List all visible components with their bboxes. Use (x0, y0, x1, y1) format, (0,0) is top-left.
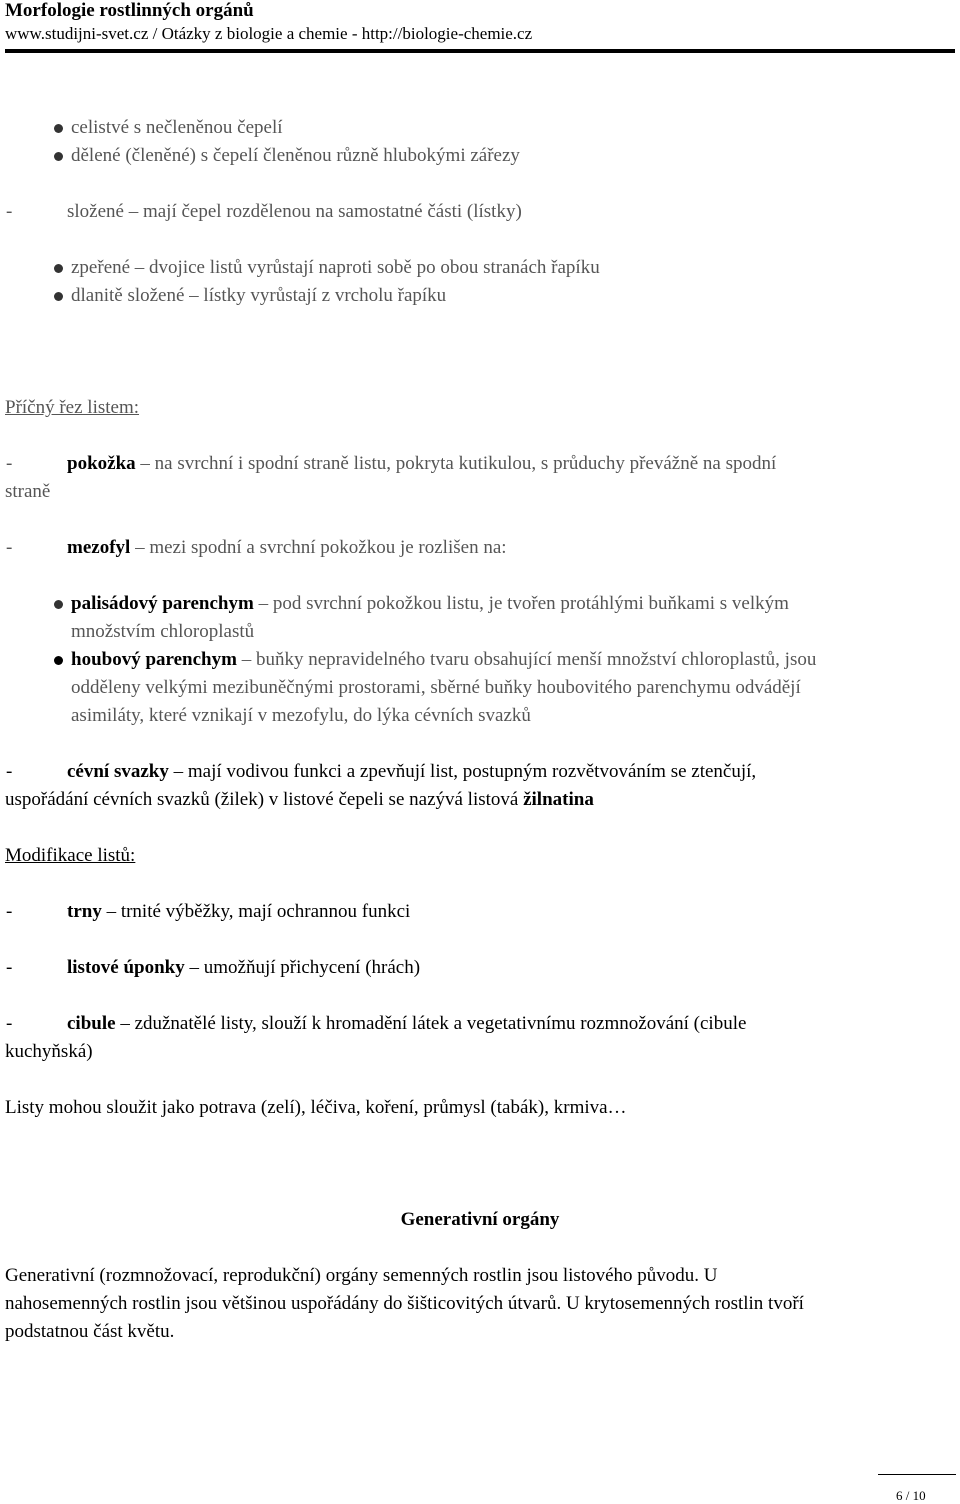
term-mezofyl: mezofyl (67, 537, 131, 558)
cevni-svazky-text: – mají vodivou funkci a zpevňují list, postupným rozvětvováním se ztenčují, (168, 761, 757, 782)
section-heading-pricny-rez: Příčný řez listem: (5, 397, 140, 418)
list-item-houbovy (71, 646, 816, 674)
dash-marker: - (6, 1013, 13, 1034)
dash-marker: - (6, 957, 13, 978)
term-trny: trny (67, 901, 102, 922)
term-palisadovy: palisádový parenchym (71, 593, 254, 614)
list-item-celistve: celistvé s nečleněnou čepelí (71, 117, 283, 138)
bullet-icon (54, 152, 63, 161)
cibule-continuation: kuchyňská) (5, 1041, 93, 1062)
term-pokozka: pokožka (67, 453, 136, 474)
trny-text: – trnité výběžky, mají ochrannou funkci (101, 901, 411, 922)
source-line: www.studijni-svet.cz / Otázky z biologie a chemie - http://biologie-chemie.cz (5, 24, 533, 43)
document-title: Morfologie rostlinných orgánů (5, 0, 254, 21)
list-item-dlanite: dlanitě složené – lístky vyrůstají z vrcholu řapíku (71, 285, 447, 306)
houbovy-continuation-2: asimiláty, které vznikají v mezofylu, do lýka cévních svazků (71, 705, 531, 726)
cevni-continuation-text: uspořádání cévních svazků (žilek) v listové čepeli se nazývá listová (5, 789, 524, 810)
paragraph-pokozka (67, 450, 776, 478)
paragraph-listy-vyuziti: Listy mohou sloužit jako potrava (zelí), léčiva, koření, průmysl (tabák), krmiva… (5, 1097, 627, 1118)
cevni-svazky-continuation (5, 786, 594, 814)
list-item-palisadovy (71, 590, 789, 618)
term-cibule: cibule (67, 1013, 116, 1034)
bullet-icon (54, 600, 63, 609)
footer-divider (878, 1474, 956, 1475)
cibule-text: – zdužnatělé listy, slouží k hromadění látek a vegetativnímu rozmnožování (cibule (115, 1013, 747, 1034)
section-heading-modifikace: Modifikace listů: (5, 845, 136, 866)
houbovy-continuation-1: odděleny velkými mezibuněčnými prostorami, sběrné buňky houbovitého parenchymu odvádějí (71, 677, 801, 698)
pokozka-text: – na svrchní i spodní straně listu, pokryta kutikulou, s průduchy převážně na spodní (135, 453, 777, 474)
bullet-icon (54, 264, 63, 273)
bullet-icon (54, 292, 63, 301)
mezofyl-text: – mezi spodní a svrchní pokožkou je rozlišen na: (130, 537, 507, 558)
paragraph-slozene: složené – mají čepel rozdělenou na samostatné části (lístky) (67, 201, 522, 222)
dash-marker: - (6, 901, 13, 922)
term-zilnatina: žilnatina (523, 789, 594, 810)
bullet-icon (54, 656, 63, 665)
palisadovy-text: – pod svrchní pokožkou listu, je tvořen protáhlými buňkami s velkým (253, 593, 789, 614)
page-number: 6 / 10 (896, 1488, 926, 1503)
dash-marker: - (6, 761, 13, 782)
paragraph-generativni-line-2: nahosemenných rostlin jsou většinou uspořádány do šišticovitých útvarů. U krytosemenných rostlin tvoří (5, 1293, 804, 1314)
paragraph-generativni-line-3: podstatnou část květu. (5, 1321, 175, 1342)
listove-uponky-text: – umožňují přichycení (hrách) (184, 957, 421, 978)
bullet-icon (54, 124, 63, 133)
term-listove-uponky: listové úponky (67, 957, 185, 978)
section-heading-generativni: Generativní orgány (400, 1209, 560, 1230)
list-item-zperene: zpeřené – dvojice listů vyrůstají naproti sobě po obou stranách řapíku (71, 257, 600, 278)
term-houbovy: houbový parenchym (71, 649, 237, 670)
pokozka-continuation: straně (5, 481, 51, 502)
paragraph-trny (67, 898, 410, 926)
list-item-delene: dělené (členěné) s čepelí členěnou různě hlubokými zářezy (71, 145, 520, 166)
paragraph-listove-uponky (67, 954, 420, 982)
term-cevni-svazky: cévní svazky (67, 761, 169, 782)
dash-marker: - (6, 537, 13, 558)
paragraph-mezofyl (67, 534, 507, 562)
dash-marker: - (6, 201, 13, 222)
paragraph-cevni-svazky (67, 758, 756, 786)
header-divider (5, 49, 955, 53)
paragraph-cibule (67, 1010, 746, 1038)
houbovy-text: – buňky nepravidelného tvaru obsahující menší množství chloroplastů, jsou (236, 649, 817, 670)
palisadovy-continuation: množstvím chloroplastů (71, 621, 255, 642)
dash-marker: - (6, 453, 13, 474)
paragraph-generativni-line-1: Generativní (rozmnožovací, reprodukční) orgány semenných rostlin jsou listového původu. U (5, 1265, 718, 1286)
